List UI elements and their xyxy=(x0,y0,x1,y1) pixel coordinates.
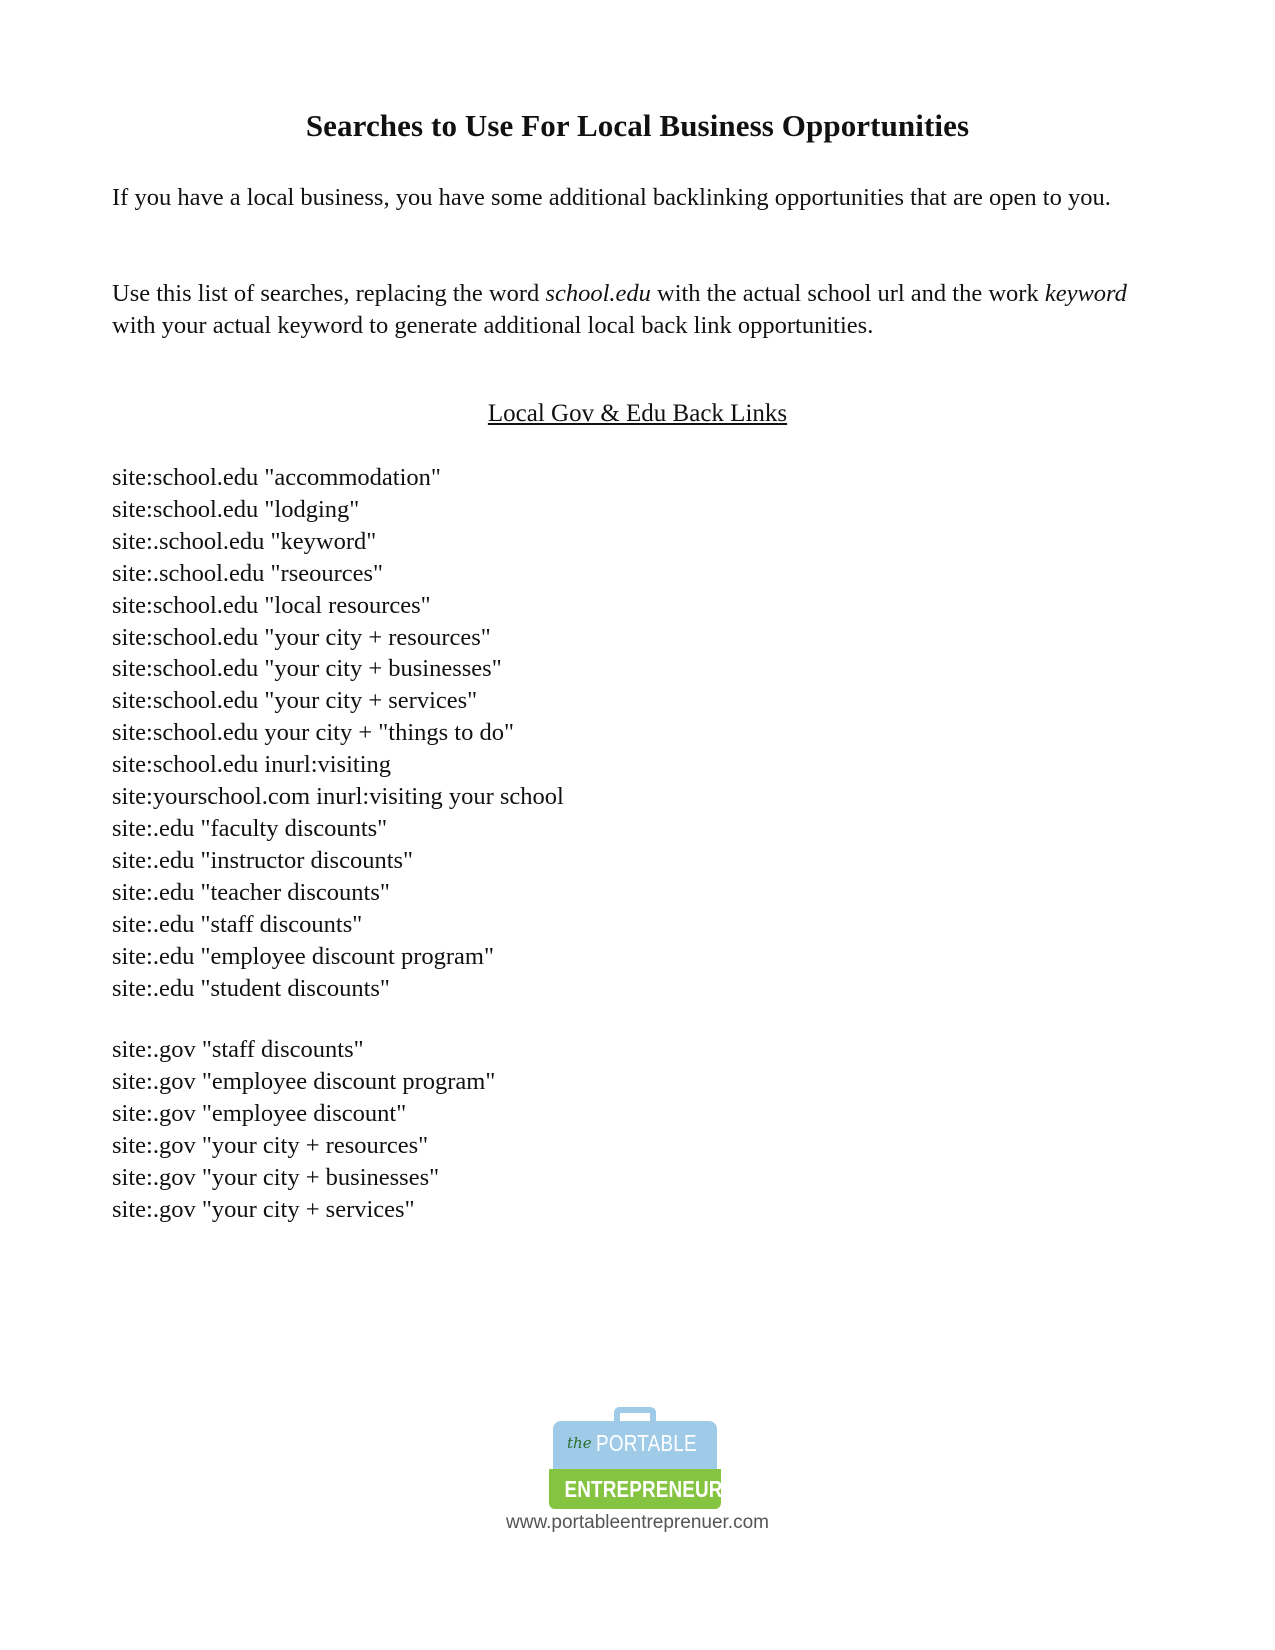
list-item: site:school.edu inurl:visiting xyxy=(112,751,392,779)
list-item: site:school.edu "local resources" xyxy=(112,591,431,619)
list-item: site:.gov "staff discounts" xyxy=(112,1036,364,1063)
list-item: site:school.edu "your city + services" xyxy=(112,687,478,715)
list-item: site:.edu "student discounts" xyxy=(112,974,390,1002)
list-item: site:.school.edu "keyword" xyxy=(112,527,377,555)
instructions-text-3: with your actual keyword to generate additional local back link opportunities. xyxy=(112,311,874,339)
footer-url: www.portableentreprenuer.com xyxy=(506,1512,769,1533)
intro-paragraph: If you have a local business, you have some additional backlinking opportunities that are open to you. xyxy=(112,184,1111,211)
list-item: site:.edu "instructor discounts" xyxy=(112,846,414,874)
page-title: Searches to Use For Local Business Opportunities xyxy=(305,108,970,143)
instructions-emphasis-school: school.edu xyxy=(545,280,651,307)
list-item: site:.gov "your city + businesses" xyxy=(112,1163,440,1191)
list-item: site:.edu "employee discount program" xyxy=(112,942,494,970)
list-item: site:.gov "employee discount program" xyxy=(112,1067,496,1095)
list-item: site:yourschool.com inurl:visiting your school xyxy=(112,783,564,811)
list-item: site:.edu "faculty discounts" xyxy=(112,814,388,842)
instructions-paragraph xyxy=(112,278,1172,341)
instructions-text-2: with the actual school url and the work xyxy=(650,280,1045,307)
logo-bottom-band xyxy=(549,1469,721,1509)
list-item: site:school.edu your city + "things to do" xyxy=(112,719,514,747)
list-item: site:school.edu "your city + businesses" xyxy=(112,655,502,683)
section-heading: Local Gov & Edu Back Links xyxy=(487,400,788,427)
instructions-emphasis-keyword: keyword xyxy=(1044,280,1127,307)
list-item: site:.gov "employee discount" xyxy=(112,1099,407,1127)
logo-the-text: the xyxy=(567,1434,592,1452)
logo-top-band xyxy=(553,1421,717,1469)
list-item: site:.gov "your city + services" xyxy=(112,1195,415,1223)
edu-search-list xyxy=(112,462,564,1004)
list-item: site:.gov "your city + resources" xyxy=(112,1131,429,1159)
logo-entrepreneur-text: ENTREPRENEUR xyxy=(564,1476,723,1502)
portable-entrepreneur-logo xyxy=(549,1407,727,1527)
instructions-text-1: Use this list of searches, replacing the word xyxy=(112,280,546,307)
gov-search-list xyxy=(112,1034,495,1225)
list-item: site:.edu "teacher discounts" xyxy=(112,878,390,906)
list-item: site:school.edu "lodging" xyxy=(112,495,360,523)
logo-portable-text: PORTABLE xyxy=(596,1430,697,1456)
list-item: site:.school.edu "rseources" xyxy=(112,559,384,587)
list-item: site:.edu "staff discounts" xyxy=(112,910,363,938)
list-item: site:school.edu "your city + resources" xyxy=(112,623,491,651)
list-item: site:school.edu "accommodation" xyxy=(112,464,441,491)
